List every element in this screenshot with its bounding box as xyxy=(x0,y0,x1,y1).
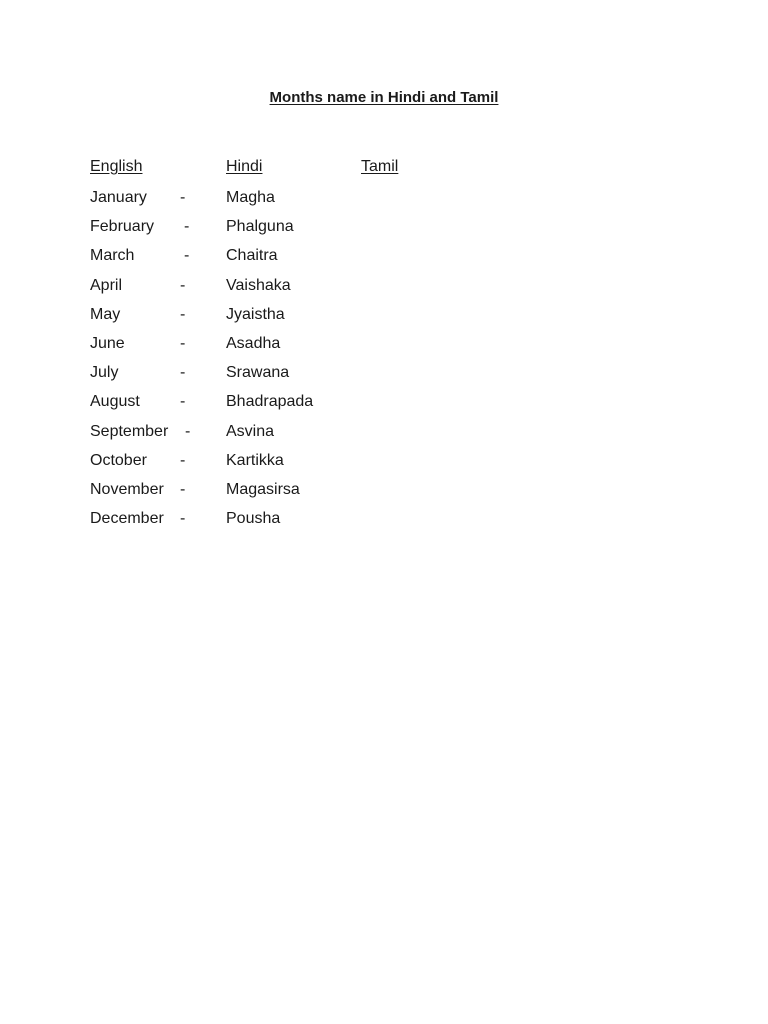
table-row xyxy=(0,276,768,305)
separator-dash: - xyxy=(180,189,186,206)
hindi-month: Pousha xyxy=(226,510,281,528)
table-row xyxy=(0,305,768,334)
english-month: February xyxy=(90,218,155,236)
english-month: June xyxy=(90,334,125,352)
separator-dash: - xyxy=(184,247,190,265)
table-row xyxy=(0,363,768,392)
table-row xyxy=(0,422,768,451)
hindi-month: Vaishaka xyxy=(226,276,291,294)
months-table xyxy=(0,188,768,538)
separator-dash: - xyxy=(180,305,186,323)
separator-dash: - xyxy=(180,451,186,469)
table-row xyxy=(0,334,768,363)
table-row xyxy=(0,509,768,538)
column-header-hindi: Hindi xyxy=(226,158,263,175)
english-month: September xyxy=(90,422,169,440)
separator-dash: - xyxy=(180,276,186,294)
separator-dash: - xyxy=(180,334,186,352)
hindi-month: Jyaistha xyxy=(226,305,285,323)
hindi-month: Srawana xyxy=(226,364,290,382)
table-row xyxy=(0,246,768,275)
hindi-month: Asadha xyxy=(226,334,281,352)
separator-dash: - xyxy=(184,218,190,236)
hindi-month: Asvina xyxy=(226,422,275,440)
document-title: Months name in Hindi and Tamil xyxy=(269,89,499,106)
separator-dash: - xyxy=(185,422,191,440)
hindi-month: Bhadrapada xyxy=(226,393,314,411)
english-month: December xyxy=(90,510,164,528)
english-month: November xyxy=(90,480,164,498)
table-row xyxy=(0,480,768,509)
table-row xyxy=(0,188,768,217)
hindi-month: Phalguna xyxy=(226,218,294,236)
table-row xyxy=(0,217,768,246)
english-month: May xyxy=(90,305,121,323)
separator-dash: - xyxy=(180,393,186,411)
english-month: January xyxy=(90,189,147,206)
hindi-month: Magha xyxy=(226,189,275,206)
separator-dash: - xyxy=(180,510,186,528)
english-month: March xyxy=(90,247,135,265)
hindi-month: Magasirsa xyxy=(226,480,300,498)
column-header-tamil: Tamil xyxy=(361,158,399,175)
english-month: July xyxy=(90,364,119,382)
column-header-english: English xyxy=(90,158,143,175)
english-month: October xyxy=(90,451,147,469)
english-month: April xyxy=(90,276,123,294)
separator-dash: - xyxy=(180,364,186,382)
hindi-month: Chaitra xyxy=(226,247,278,265)
table-row xyxy=(0,451,768,480)
separator-dash: - xyxy=(180,480,186,498)
hindi-month: Kartikka xyxy=(226,451,284,469)
english-month: August xyxy=(90,393,140,411)
table-row xyxy=(0,392,768,421)
